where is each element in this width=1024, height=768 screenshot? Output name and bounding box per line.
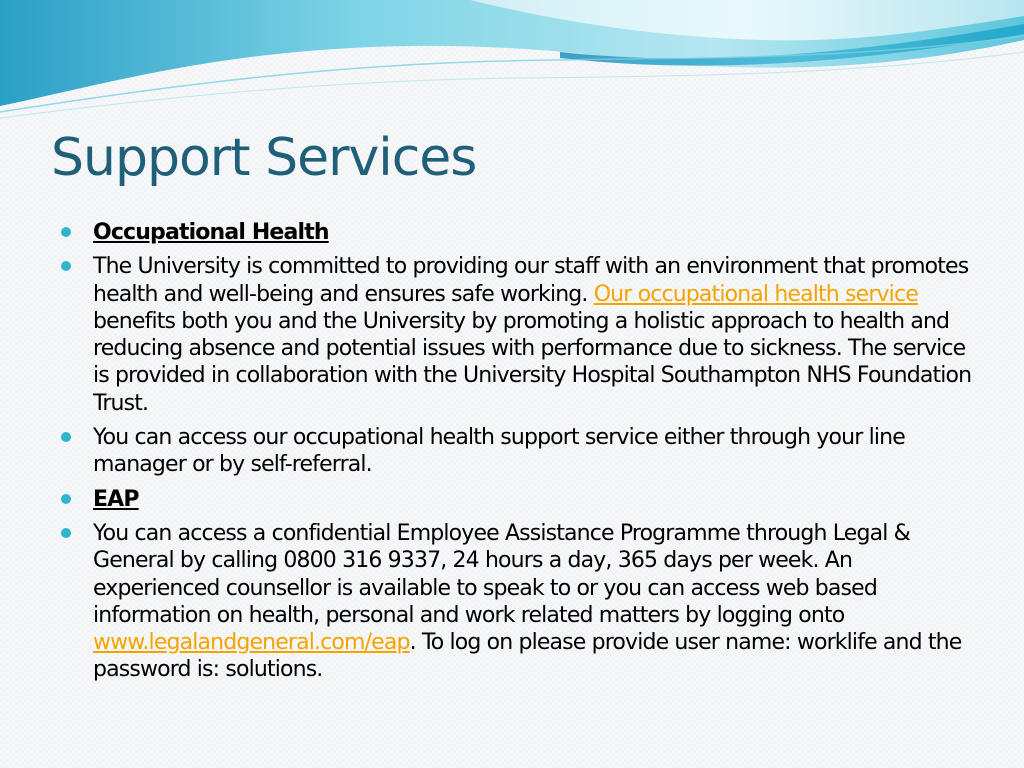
occupational-health-heading: Occupational Health <box>93 220 329 245</box>
bullet-dot-icon <box>61 261 71 271</box>
bullet-dot-icon <box>61 494 71 504</box>
bullet-university-commitment <box>61 253 981 417</box>
eap-heading: EAP <box>93 486 139 512</box>
decorative-wave-banner <box>0 0 1024 120</box>
university-rest-text: benefits both you and the University by promoting a holistic approach to health and reducing absence and potential issues with performance due to sickness. The service is provided in collaboration with the University Hospital Southampton NHS Foundation Trust. <box>93 308 972 416</box>
bullet-dot-icon <box>61 528 71 538</box>
bullet-dot-icon <box>61 432 71 442</box>
eap-intro-text: You can access a confidential Employee Assistance Programme through Legal & General by calling 0800 316 9337, 24 hours a day, 365 days per week. An experienced counsellor is available to speak to or you can access web based information on health, personal and work related matters by logging onto <box>93 520 910 628</box>
bullet-eap-details <box>61 520 981 684</box>
access-support-text: You can access our occupational health support service either through your line manager or by self-referral. <box>93 425 905 478</box>
bullet-dot-icon <box>61 227 71 237</box>
bullet-eap-heading <box>61 486 981 513</box>
bullet-list <box>61 219 981 691</box>
university-intro-text: The University is committed to providing our staff with an environment that promotes health and well-being and ensures safe working. <box>93 254 969 307</box>
bullet-occupational-health-heading <box>61 219 981 246</box>
occupational-health-service-link[interactable]: Our occupational health service <box>593 281 918 307</box>
legal-and-general-eap-link[interactable]: www.legalandgeneral.com/eap <box>93 630 410 656</box>
bullet-access-support <box>61 424 981 479</box>
eap-rest-text: . To log on please provide user name: worklife and the password is: solutions. <box>93 630 962 683</box>
page-title: Support Services <box>51 128 477 188</box>
